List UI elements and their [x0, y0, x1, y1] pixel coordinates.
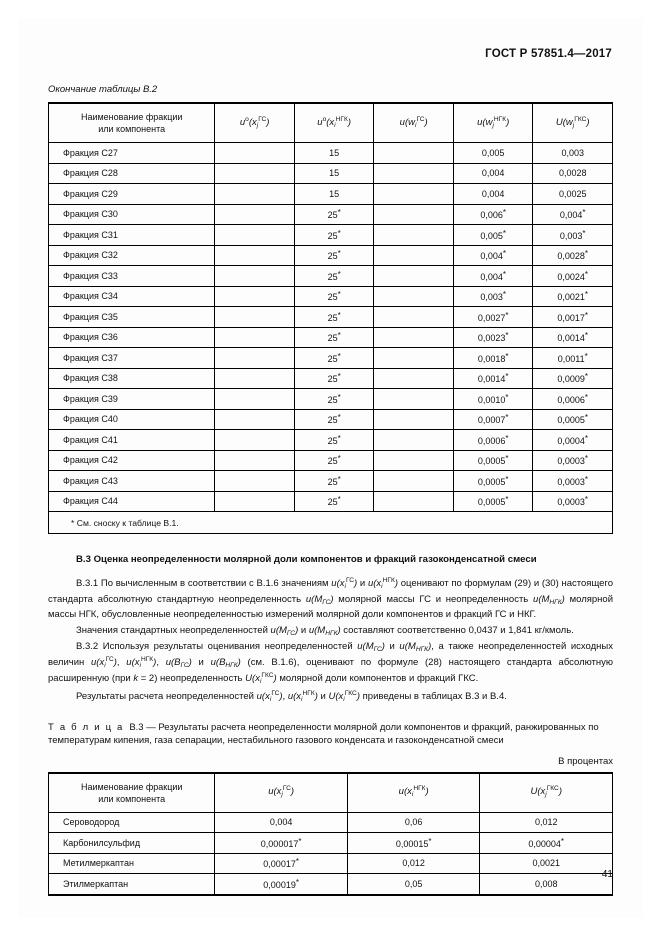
document-standard-title: ГОСТ Р 57851.4—2017 [485, 48, 612, 60]
table-b3-col-name-line1: Наименование фракции [80, 781, 183, 792]
page-sheet [18, 18, 643, 918]
cell-value [374, 409, 454, 430]
expr-u-x-gs: $u(x_i^{ГС})$ [331, 577, 358, 591]
cell-value [215, 368, 295, 389]
cell-value [374, 266, 454, 287]
cell-value [374, 491, 454, 512]
cell-value: 25* [294, 409, 374, 430]
paragraph-b31 [48, 576, 613, 622]
cell-value: 25* [294, 348, 374, 369]
table-row [49, 307, 613, 328]
p-b32-t7: (см. В.1.6), оценивают по формуле (28) настоящего стандарта абсолютную расширенную (при [48, 657, 614, 685]
cell-value [374, 348, 454, 369]
p-val-t1: Значения стандартных неопределенностей [76, 624, 271, 636]
table-row [49, 409, 613, 430]
expr-k: k [133, 673, 139, 685]
cell-value [215, 184, 295, 205]
p-b31-t2: и [357, 578, 368, 590]
cell-value: 0,0021* [533, 286, 613, 307]
expr-u-m-gs-2: $u(M_{ГС})$ [270, 624, 299, 637]
table-b2-header [49, 103, 613, 143]
cell-component-name: Фракция С32 [49, 245, 215, 266]
expr-u-x-ngk-3: $u(x_i^{НГК})$ [287, 689, 318, 703]
cell-value: 0,0004* [533, 430, 613, 451]
cell-value: 0,012 [347, 853, 480, 874]
cell-component-name: Фракция С29 [49, 184, 215, 205]
table-b3-units: В процентах [558, 755, 613, 767]
cell-value [215, 245, 295, 266]
p-b31-t5: молярной массы НГК, обусловленные неопределенностью измерений молярной доли компонентов и фракций ГС и НКГ. [48, 593, 613, 620]
cell-component-name: Сероводород [49, 812, 215, 833]
cell-value: 0,000017* [215, 833, 348, 854]
cell-value [374, 450, 454, 471]
expr-u-m-ngk: $u(M_{НГК})$ [533, 593, 565, 606]
table-b3-caption-number: В.3 [129, 721, 144, 733]
paragraph-b32 [48, 640, 613, 688]
section-b3-heading: В.3 Оценка неопределенности молярной доли компонентов и фракций газоконденсатной смеси [76, 554, 537, 565]
table-b2-footnote-body [49, 512, 613, 534]
paragraph-results [48, 689, 613, 705]
table-b3-header [49, 773, 613, 813]
table-b2-footnote: * См. сноску к таблице В.1. [49, 512, 613, 534]
cell-value: 0,003* [453, 286, 533, 307]
cell-value: 25* [294, 204, 374, 225]
cell-value: 0,004* [453, 245, 533, 266]
table-row [49, 368, 613, 389]
cell-value [374, 430, 454, 451]
cell-value: 25* [294, 430, 374, 451]
cell-value: 0,0005* [453, 450, 533, 471]
p-b31-t4: молярной массы ГС и неопределенность [333, 593, 534, 605]
table-row [49, 348, 613, 369]
cell-component-name: Фракция С31 [49, 225, 215, 246]
cell-value [215, 286, 295, 307]
p-val-t2: и [298, 624, 309, 636]
expr-u-b-gs: $u(B_{ГС})$ [165, 657, 192, 670]
cell-value: 25* [294, 307, 374, 328]
cell-component-name: Фракция С43 [49, 471, 215, 492]
table-b3-col-U-x-gks: $U(x_j^{ГКС})$ [480, 773, 613, 813]
cell-value: 0,0021 [480, 853, 613, 874]
cell-value [215, 143, 295, 164]
table-row [49, 491, 613, 512]
table-row [49, 833, 613, 854]
cell-value: 0,004 [453, 163, 533, 184]
expr-U-x-gks-2: $U(x_i^{ГКС})$ [328, 689, 360, 703]
cell-component-name: Фракция С30 [49, 204, 215, 225]
cell-value: 0,0027* [453, 307, 533, 328]
table-b3 [48, 772, 613, 896]
cell-value: 25* [294, 327, 374, 348]
cell-value: 0,003 [533, 143, 613, 164]
expr-u-x-gs-3: $u(x_i^{ГС})$ [256, 689, 283, 703]
table-row [49, 874, 613, 895]
cell-value: 0,00017* [215, 853, 348, 874]
cell-value: 25* [294, 286, 374, 307]
table-b2-header-row [49, 103, 613, 143]
p-res-t4: приведены в таблицах В.3 и В.4. [360, 690, 507, 702]
cell-value: 0,00019* [215, 874, 348, 895]
cell-value: 0,0003* [533, 491, 613, 512]
table-row [49, 389, 613, 410]
table-b3-col-u-x-ngk: $u(x_i^{НГК})$ [347, 773, 480, 813]
cell-value: 0,006* [453, 204, 533, 225]
cell-value [374, 368, 454, 389]
table-b2-col-name-line2: или компонента [98, 124, 166, 134]
cell-component-name: Фракция С34 [49, 286, 215, 307]
cell-value: 0,0003* [533, 450, 613, 471]
cell-value: 0,0005* [533, 409, 613, 430]
p-b31-t1: В.3.1 По вычисленным в соответствии с В.1.6 значениям [76, 578, 332, 590]
cell-value [215, 327, 295, 348]
cell-value: 0,005 [453, 143, 533, 164]
cell-value: 25* [294, 368, 374, 389]
p-b32-t8: = 2) неопределенность [138, 673, 246, 685]
table-b2-body [49, 143, 613, 512]
cell-value: 0,0017* [533, 307, 613, 328]
cell-value [374, 245, 454, 266]
cell-value [215, 450, 295, 471]
cell-value: 0,05 [347, 874, 480, 895]
cell-component-name: Фракция С40 [49, 409, 215, 430]
cell-value: 0,012 [480, 812, 613, 833]
cell-value: 25* [294, 450, 374, 471]
table-row [49, 266, 613, 287]
table-b3-caption-prefix: Т а б л и ц а [48, 721, 125, 733]
cell-component-name: Фракция С39 [49, 389, 215, 410]
cell-value [215, 409, 295, 430]
table-b3-header-row [49, 773, 613, 813]
cell-value: 0,0024* [533, 266, 613, 287]
paragraph-values [48, 624, 613, 639]
expr-u-x-ngk-2: $u(x_i^{НГК})$ [126, 656, 157, 670]
table-b3-col-name [49, 773, 215, 813]
table-b3-col-u-x-gs: $u(x_j^{ГС})$ [215, 773, 348, 813]
cell-value [374, 286, 454, 307]
table-b3-caption-text: — Результаты расчета неопределенности молярной доли компонентов и фракций, ранжированных по температурам кипения, газа сепарации, нестабильного газового конденсата и газоконденсатной смеси [48, 721, 599, 747]
cell-component-name: Фракция С42 [49, 450, 215, 471]
expr-U-x-gks: $U(x_i^{ГКС})$ [245, 672, 277, 686]
cell-value [215, 348, 295, 369]
table-row [49, 430, 613, 451]
expr-u-b-ngk: $u(B_{НГК})$ [210, 657, 241, 670]
cell-value: 0,0011* [533, 348, 613, 369]
cell-value [215, 471, 295, 492]
cell-value: 0,0014* [453, 368, 533, 389]
cell-component-name: Метилмеркаптан [49, 853, 215, 874]
cell-value: 0,06 [347, 812, 480, 833]
cell-value: 0,0023* [453, 327, 533, 348]
cell-value: 25* [294, 491, 374, 512]
cell-value: 0,008 [480, 874, 613, 895]
cell-value: 0,0007* [453, 409, 533, 430]
cell-value [215, 307, 295, 328]
table-row [49, 471, 613, 492]
cell-value [374, 471, 454, 492]
table-row [49, 853, 613, 874]
cell-value: 0,004* [453, 266, 533, 287]
expr-u-m-ngk-3: $u(M_{НГК})$ [399, 640, 432, 653]
cell-component-name: Фракция С41 [49, 430, 215, 451]
table-row [49, 245, 613, 266]
cell-value: 0,005* [453, 225, 533, 246]
cell-value: 0,0005* [453, 491, 533, 512]
p-b32-t9: молярной доли компонентов и фракций ГКС. [276, 673, 479, 685]
cell-value: 0,0014* [533, 327, 613, 348]
cell-value [215, 430, 295, 451]
cell-value: 0,003* [533, 225, 613, 246]
cell-component-name: Карбонилсульфид [49, 833, 215, 854]
p-b32-t5: , [156, 657, 166, 669]
table-b2-col-u-w-gs: $u(w_i^{ГС})$ [374, 103, 454, 143]
table-b2-footnote-row [49, 512, 613, 534]
cell-value: 0,0005* [453, 471, 533, 492]
cell-value: 25* [294, 389, 374, 410]
p-b32-t2: и [384, 640, 400, 652]
cell-value: 25* [294, 225, 374, 246]
table-b2-col-u0-x-ngk: $u^o(x_i^{НГК})$ [294, 103, 374, 143]
p-b31-t3: оценивают по формулам (29) и (30) настоящего стандарта абсолютную стандартную неопределенность [48, 578, 613, 605]
expr-u-x-ngk: $u(x_i^{НГК})$ [367, 577, 398, 591]
expr-u-x-gs-2: $u(x_i^{ГС})$ [91, 656, 117, 670]
cell-value [374, 184, 454, 205]
cell-component-name: Фракция С44 [49, 491, 215, 512]
cell-value: 15 [294, 163, 374, 184]
cell-component-name: Фракция С35 [49, 307, 215, 328]
cell-value [374, 143, 454, 164]
cell-component-name: Фракция С36 [49, 327, 215, 348]
p-b32-t1: В.3.2 Используя результаты оценивания неопределенностей [76, 640, 358, 652]
cell-value: 0,004 [453, 184, 533, 205]
cell-value: 0,0028 [533, 163, 613, 184]
cell-value [215, 389, 295, 410]
cell-value: 15 [294, 143, 374, 164]
cell-component-name: Фракция С27 [49, 143, 215, 164]
table-row [49, 143, 613, 164]
expr-u-m-gs: $u(M_{ГС})$ [305, 593, 334, 606]
table-b3-body [49, 812, 613, 895]
p-res-t2: , [282, 690, 288, 702]
page-content [48, 48, 613, 896]
cell-value [374, 225, 454, 246]
cell-value: 0,00004* [480, 833, 613, 854]
cell-value [374, 327, 454, 348]
p-b32-t4: , [116, 657, 127, 669]
cell-component-name: Фракция С33 [49, 266, 215, 287]
table-b2-col-name [49, 103, 215, 143]
table-row [49, 450, 613, 471]
cell-value: 25* [294, 471, 374, 492]
cell-value [215, 491, 295, 512]
cell-component-name: Фракция С38 [49, 368, 215, 389]
table-row [49, 204, 613, 225]
cell-value [374, 163, 454, 184]
table-b2-col-U-w-gks: $U(w_j^{ГКС})$ [533, 103, 613, 143]
table-b2-col-u0-x-gs: $u^o(x_j^{ГС})$ [215, 103, 295, 143]
table-row [49, 184, 613, 205]
cell-value: 0,004* [533, 204, 613, 225]
table-row [49, 812, 613, 833]
cell-component-name: Фракция С37 [49, 348, 215, 369]
table-row [49, 327, 613, 348]
table-row [49, 225, 613, 246]
table-row [49, 286, 613, 307]
expr-u-m-ngk-2: $u(M_{НГК})$ [308, 624, 341, 637]
cell-value [374, 204, 454, 225]
cell-value: 0,0025 [533, 184, 613, 205]
p-b32-t6: и [191, 657, 211, 669]
cell-value: 0,0009* [533, 368, 613, 389]
table-b2-continuation-label: Окончание таблицы В.2 [48, 84, 158, 95]
cell-value [374, 389, 454, 410]
expr-u-m-gs-3: $u(M_{ГС})$ [357, 640, 385, 653]
cell-value: 0,0010* [453, 389, 533, 410]
cell-component-name: Этилмеркаптан [49, 874, 215, 895]
cell-value: 0,0028* [533, 245, 613, 266]
cell-value [215, 204, 295, 225]
table-row [49, 163, 613, 184]
cell-value: 25* [294, 266, 374, 287]
cell-component-name: Фракция С28 [49, 163, 215, 184]
table-b2-col-name-line1: Наименование фракции [80, 111, 183, 122]
table-b2 [48, 102, 613, 534]
p-val-t3: составляют соответственно 0,0437 и 1,841 кг/кмоль. [340, 624, 574, 636]
p-res-t1: Результаты расчета неопределенностей [76, 690, 257, 702]
cell-value [215, 225, 295, 246]
cell-value [374, 307, 454, 328]
cell-value: 0,0018* [453, 348, 533, 369]
table-b3-caption [48, 721, 613, 748]
p-b32-t3: , а также неопределенностей исходных величин [48, 640, 613, 669]
table-b2-col-u-w-ngk: $u(w_j^{НГК})$ [453, 103, 533, 143]
cell-value: 25* [294, 245, 374, 266]
page-number: 41 [601, 869, 613, 880]
cell-value: 0,004 [215, 812, 348, 833]
cell-value: 15 [294, 184, 374, 205]
cell-value [215, 266, 295, 287]
cell-value: 0,0003* [533, 471, 613, 492]
cell-value [215, 163, 295, 184]
cell-value: 0,0006* [533, 389, 613, 410]
cell-value: 0,0006* [453, 430, 533, 451]
table-b3-col-name-line2: или компонента [98, 793, 166, 804]
cell-value: 0,00015* [347, 833, 480, 854]
p-res-t3: и [317, 690, 329, 702]
